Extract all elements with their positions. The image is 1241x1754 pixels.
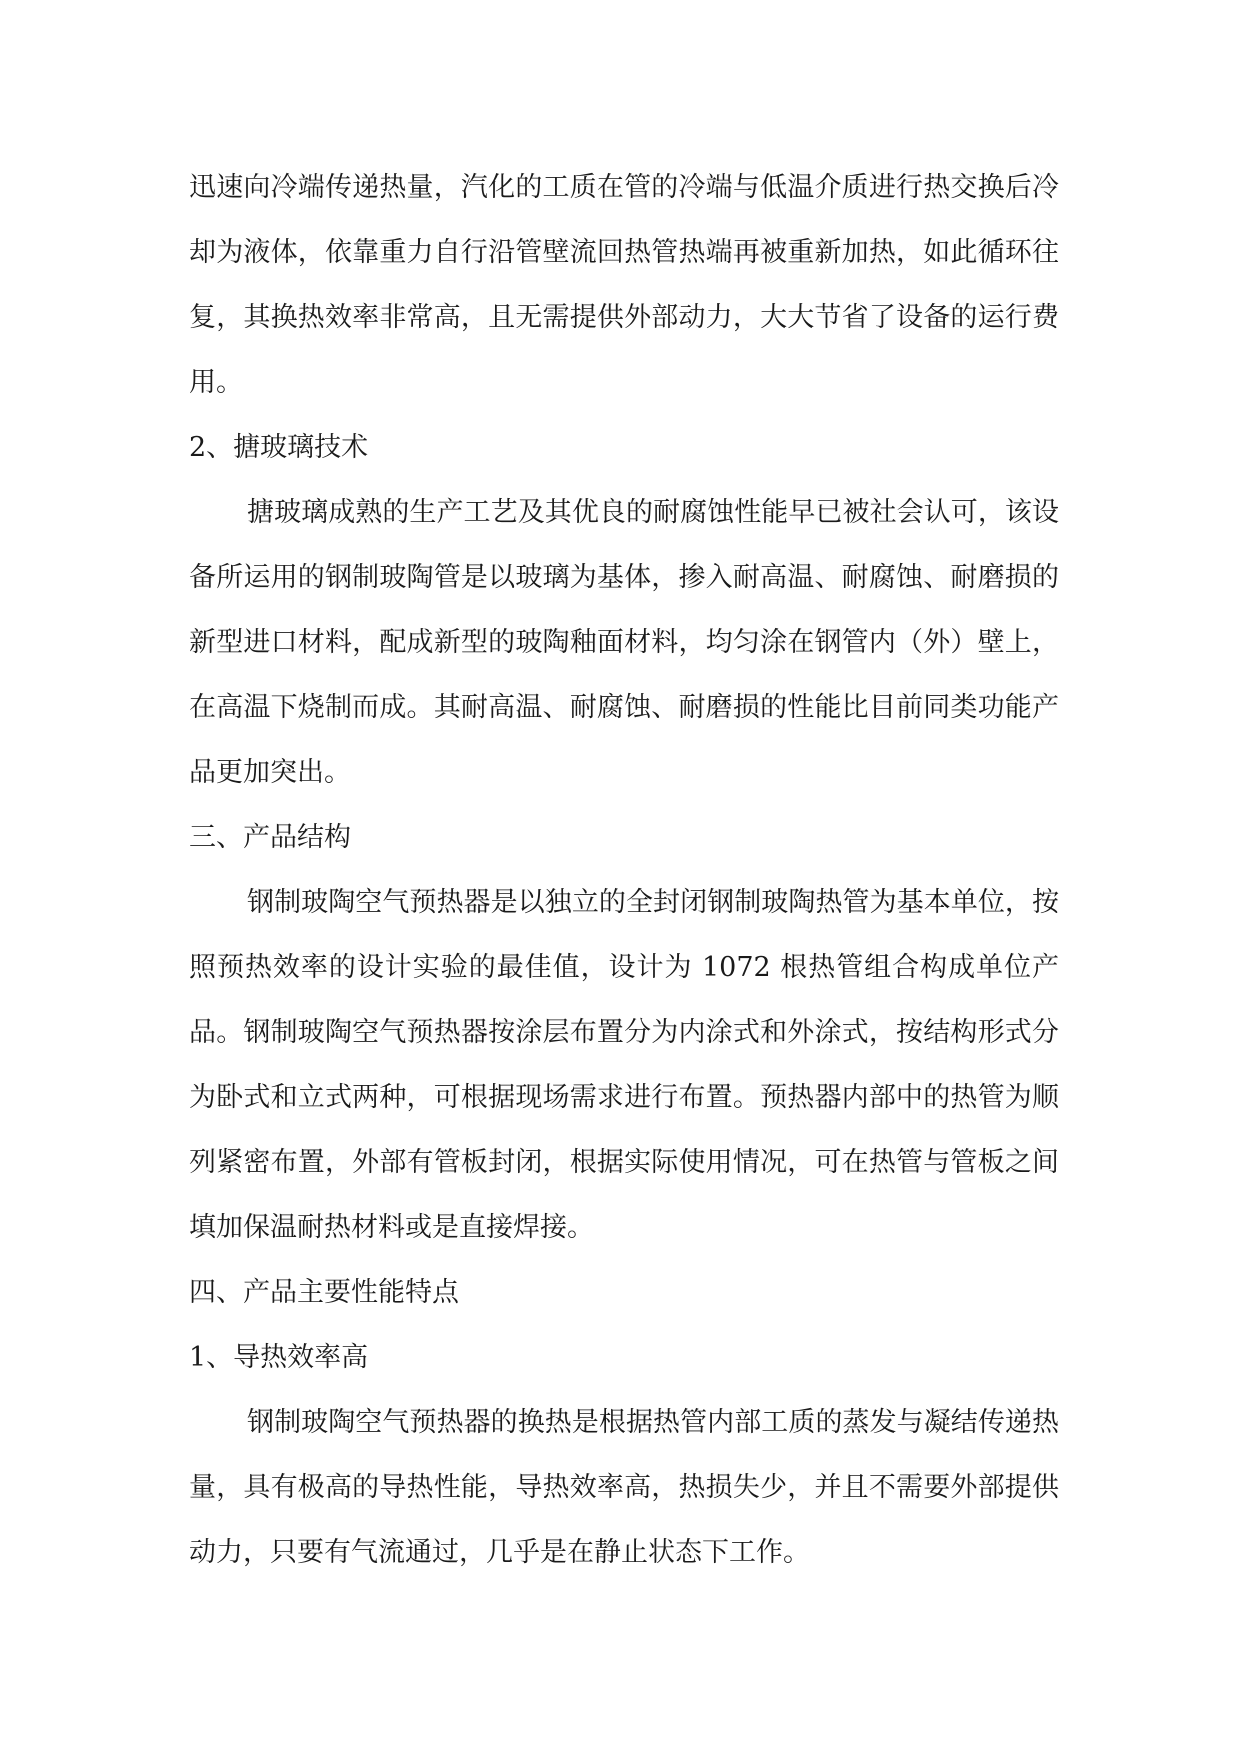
section-heading-product-structure: 三、产品结构 bbox=[189, 822, 351, 853]
paragraph-product-structure: 钢制玻陶空气预热器是以独立的全封闭钢制玻陶热管为基本单位，按照预热效率的设计实验的最佳值，设计为 1072 根热管组合构成单位产品。钢制玻陶空气预热器按涂层布置分为内涂式和外涂式，按结构形式分为卧式和立式两种，可根据现场需求进行布置。预热器内部中的热管为顺列紧密布置，外部有管板封闭，根据实际使用情况，可在热管与管板之间填加保温耐热材料或是直接焊接。 bbox=[189, 887, 1059, 1243]
paragraph-enamel-technology: 搪玻璃成熟的生产工艺及其优良的耐腐蚀性能早已被社会认可，该设备所运用的钢制玻陶管是以玻璃为基体，掺入耐高温、耐腐蚀、耐磨损的新型进口材料，配成新型的玻陶釉面材料，均匀涂在钢管内（外）壁上，在高温下烧制而成。其耐高温、耐腐蚀、耐磨损的性能比目前同类功能产品更加突出。 bbox=[189, 497, 1059, 788]
paragraph-continued-heat-pipe: 迅速向冷端传递热量，汽化的工质在管的冷端与低温介质进行热交换后冷却为液体，依靠重力自行沿管壁流回热管热端再被重新加热，如此循环往复，其换热效率非常高，且无需提供外部动力，大大节省了设备的运行费用。 bbox=[189, 172, 1059, 398]
document-body bbox=[189, 155, 1059, 1585]
section-heading-enamel-technology: 2、搪玻璃技术 bbox=[189, 432, 369, 463]
subsection-heading-thermal-efficiency: 1、导热效率高 bbox=[189, 1342, 369, 1373]
paragraph-thermal-efficiency: 钢制玻陶空气预热器的换热是根据热管内部工质的蒸发与凝结传递热量，具有极高的导热性能，导热效率高，热损失少，并且不需要外部提供动力，只要有气流通过，几乎是在静止状态下工作。 bbox=[189, 1407, 1059, 1568]
section-heading-performance-features: 四、产品主要性能特点 bbox=[189, 1277, 459, 1308]
